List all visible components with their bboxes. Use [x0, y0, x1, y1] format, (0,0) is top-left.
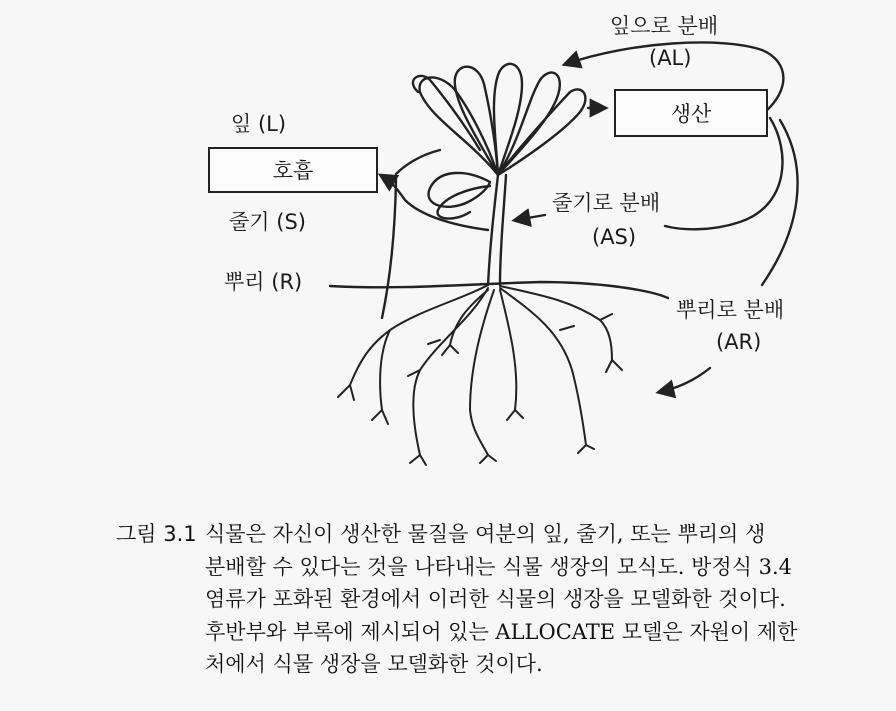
leaf-shape	[498, 73, 560, 175]
alloc-stem-label: 줄기로 분배	[552, 191, 661, 215]
leaf-label: 잎 (L)	[231, 112, 287, 136]
lower-leaf-2	[438, 186, 490, 219]
caption-line: 처에서 식물 생장을 모델화한 것이다.	[205, 652, 543, 676]
alloc-stem-arrow	[516, 215, 545, 220]
alloc-stem-code: (AS)	[592, 225, 637, 249]
root-label: 뿌리 (R)	[224, 270, 303, 294]
caption-number: 그림 3.1	[116, 522, 197, 546]
roots	[338, 285, 622, 465]
alloc-root-label: 뿌리로 분배	[676, 298, 785, 322]
stem	[488, 175, 506, 285]
alloc-leaf-code: (AL)	[649, 46, 692, 70]
stem-label: 줄기 (S)	[229, 210, 306, 234]
respiration-box	[208, 147, 378, 193]
caption-text	[205, 518, 797, 681]
alloc-root-arrow	[660, 368, 710, 392]
caption-line: 염류가 포화된 환경에서 이러한 식물의 생장을 모델화한 것이다.	[205, 587, 786, 611]
caption-line: 식물은 자신이 생산한 물질을 여분의 잎, 줄기, 또는 뿌리의 생	[205, 522, 766, 546]
leaf-shape	[498, 89, 585, 175]
caption-line: 후반부와 부록에 제시되어 있는 ALLOCATE 모델은 자원이 제한	[205, 619, 798, 644]
production-box	[614, 89, 768, 137]
caption-line: 분배할 수 있다는 것을 나타내는 식물 생장의 모식도. 방정식 3.4	[205, 554, 793, 579]
root-respiration-line	[382, 180, 396, 318]
respiration-label: 호흡	[272, 159, 314, 183]
production-label: 생산	[670, 102, 712, 126]
alloc-root-code: (AR)	[716, 330, 762, 354]
leaf-respiration-line	[396, 150, 440, 174]
lower-leaf	[429, 173, 490, 207]
alloc-leaf-label: 잎으로 분배	[610, 14, 719, 38]
